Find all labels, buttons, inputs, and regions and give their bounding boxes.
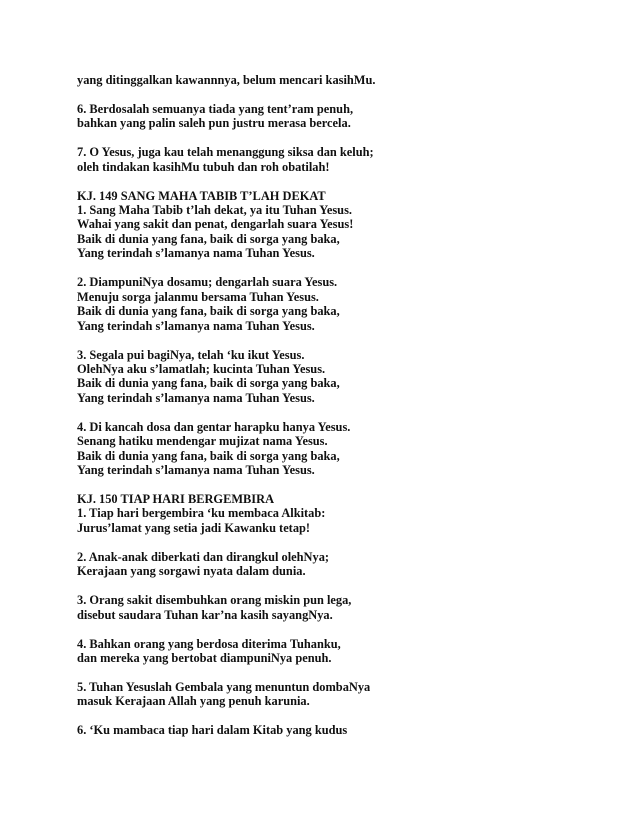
text-line: dan mereka yang bertobat diampuniNya penuh. (77, 650, 332, 665)
document-body (77, 73, 597, 752)
text-line: 3. Orang sakit disembuhkan orang miskin pun lega, (77, 593, 352, 608)
text-line: 2. DiampuniNya dosamu; dengarlah suara Yesus. (77, 275, 338, 290)
text-paragraph (77, 492, 597, 535)
text-line: yang ditinggalkan kawannnya, belum mencari kasihMu. (77, 73, 376, 87)
text-line: 2. Anak-anak diberkati dan dirangkul olehNya; (77, 549, 330, 564)
text-paragraph (77, 145, 597, 174)
text-paragraph (77, 723, 597, 737)
text-line: Jurus’lamat yang setia jadi Kawanku tetap! (77, 520, 311, 535)
text-line: 6. Berdosalah semuanya tiada yang tent’ram penuh, (77, 101, 354, 116)
text-line: 7. O Yesus, juga kau telah menanggung siksa dan keluh; (77, 145, 374, 160)
text-line: Baik di dunia yang fana, baik di sorga yang baka, (77, 376, 340, 391)
text-line: Kerajaan yang sorgawi nyata dalam dunia. (77, 564, 306, 579)
text-line: 1. Sang Maha Tabib t’lah dekat, ya itu Tuhan Yesus. (77, 203, 352, 218)
text-line: masuk Kerajaan Allah yang penuh karunia. (77, 694, 310, 709)
text-paragraph (77, 680, 597, 709)
text-paragraph (77, 637, 597, 666)
text-line: Yang terindah s’lamanya nama Tuhan Yesus. (77, 318, 315, 333)
text-line: Wahai yang sakit dan penat, dengarlah suara Yesus! (77, 217, 354, 232)
text-paragraph (77, 550, 597, 579)
text-line: Baik di dunia yang fana, baik di sorga yang baka, (77, 448, 340, 463)
text-line: KJ. 150 TIAP HARI BERGEMBIRA (77, 492, 275, 507)
text-line: 4. Di kancah dosa dan gentar harapku hanya Yesus. (77, 419, 351, 434)
text-line: 4. Bahkan orang yang berdosa diterima Tuhanku, (77, 636, 341, 651)
text-paragraph (77, 275, 597, 333)
text-line: Yang terindah s’lamanya nama Tuhan Yesus. (77, 390, 315, 405)
text-paragraph (77, 73, 597, 87)
text-paragraph (77, 348, 597, 406)
text-line: KJ. 149 SANG MAHA TABIB T’LAH DEKAT (77, 188, 326, 203)
text-paragraph (77, 593, 597, 622)
text-paragraph (77, 420, 597, 478)
text-line: Yang terindah s’lamanya nama Tuhan Yesus. (77, 463, 315, 478)
text-line: Senang hatiku mendengar mujizat nama Yesus. (77, 434, 328, 449)
text-line: 3. Segala pui bagiNya, telah ‘ku ikut Yesus. (77, 347, 305, 362)
text-paragraph (77, 189, 597, 261)
text-line: 5. Tuhan Yesuslah Gembala yang menuntun dombaNya (77, 679, 371, 694)
text-line: oleh tindakan kasihMu tubuh dan roh obatilah! (77, 159, 330, 174)
text-line: bahkan yang palin saleh pun justru merasa bercela. (77, 116, 351, 131)
text-paragraph (77, 102, 597, 131)
text-line: Menuju sorga jalanmu bersama Tuhan Yesus. (77, 289, 319, 304)
text-line: 1. Tiap hari bergembira ‘ku membaca Alkitab: (77, 506, 326, 521)
text-line: Baik di dunia yang fana, baik di sorga yang baka, (77, 231, 340, 246)
text-line: OlehNya aku s’lamatlah; kucinta Tuhan Yesus. (77, 361, 326, 376)
text-line: 6. ‘Ku mambaca tiap hari dalam Kitab yang kudus (77, 723, 348, 738)
text-line: Yang terindah s’lamanya nama Tuhan Yesus. (77, 246, 315, 261)
text-line: disebut saudara Tuhan kar’na kasih sayangNya. (77, 607, 333, 622)
text-line: Baik di dunia yang fana, baik di sorga yang baka, (77, 304, 340, 319)
